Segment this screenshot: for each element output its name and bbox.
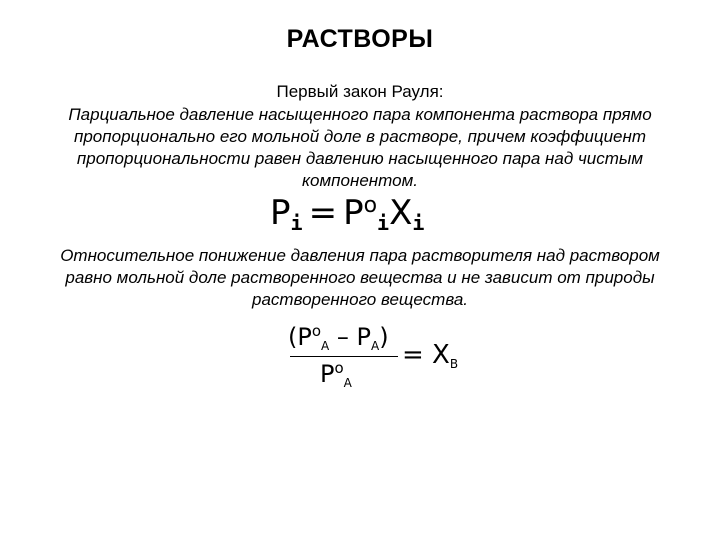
result-eq-x: = X	[402, 340, 450, 370]
slide-title: РАСТВОРЫ	[286, 25, 434, 53]
fraction-result	[402, 340, 458, 371]
fraction-numerator	[288, 322, 389, 353]
formula1-lhs: P	[270, 193, 291, 233]
fraction-bar	[290, 356, 398, 357]
formula1-rhs-x-sub: i	[412, 211, 425, 235]
law-heading: Первый закон Рауля:	[276, 82, 444, 101]
den-sub: A	[343, 376, 352, 390]
relative-lowering-formula	[288, 322, 478, 394]
formula1-equals: =	[308, 193, 338, 233]
law-statement: Парциальное давление насыщенного пара компонента раствора прямо пропорционально его мольной доле в растворе, причем коэффициент пропорциональности равен давлению насыщенного пара над чистым компонентом.	[68, 105, 652, 190]
formula1-lhs-sub: i	[290, 211, 303, 235]
formula1-rhs-p: P	[343, 193, 364, 233]
num-minus-p: – P	[329, 323, 371, 351]
fraction-denominator	[320, 359, 352, 390]
den-p: P	[320, 360, 335, 388]
num-open-p: (P	[288, 323, 312, 351]
formula1-rhs-sub: i	[377, 211, 390, 235]
result-sub: B	[449, 357, 459, 371]
formula1-rhs-x: X	[389, 193, 413, 233]
raoult-law-formula	[270, 186, 424, 243]
den-degree: o	[334, 359, 344, 377]
relative-lowering-statement: Относительное понижение давления пара растворителя над раствором равно мольной доле растворенного вещества и не зависит от природы растворенного вещества.	[60, 246, 660, 309]
num-sub-2: A	[370, 339, 380, 353]
num-sub-1: A	[321, 339, 330, 353]
num-degree: o	[311, 322, 322, 340]
formula1-degree: o	[363, 193, 378, 218]
num-close: )	[379, 323, 389, 351]
